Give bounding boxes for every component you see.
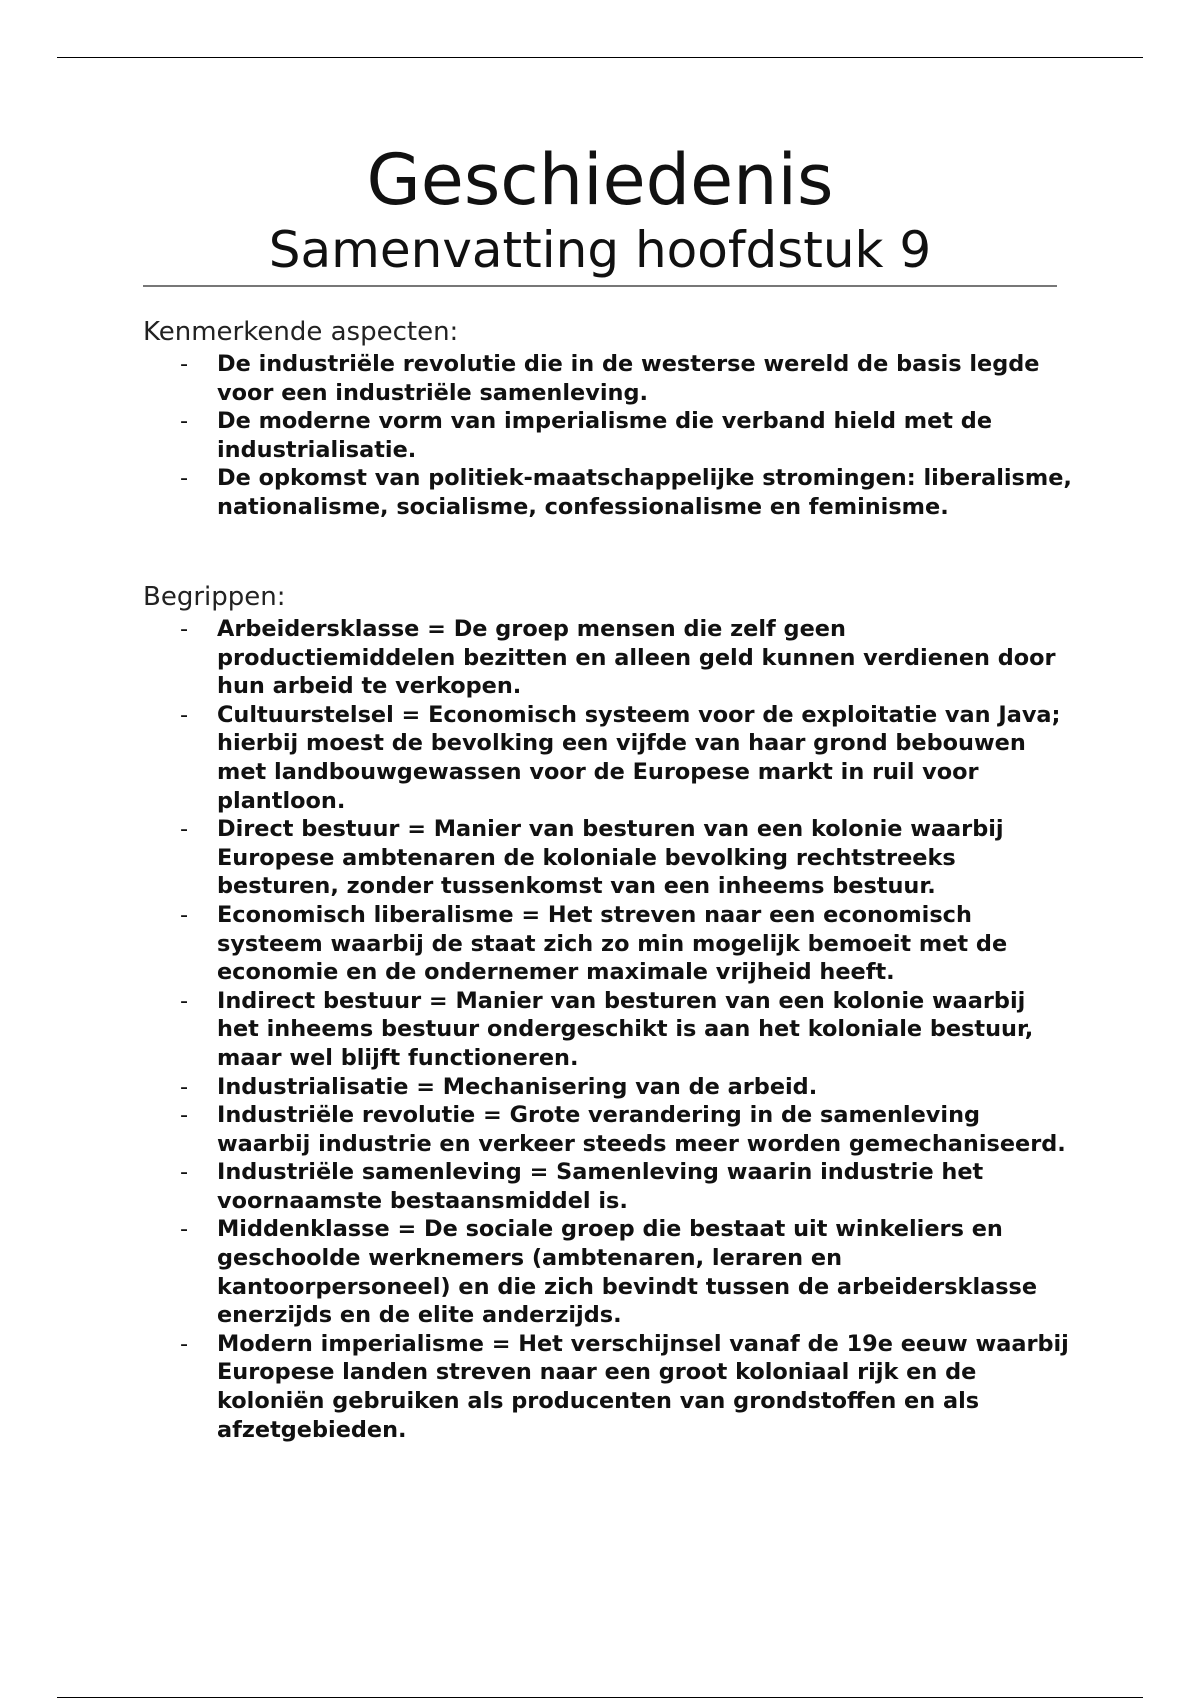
bullet-dash: - — [180, 1159, 189, 1186]
title-divider — [143, 285, 1057, 287]
concepts-heading: Begrippen: — [143, 582, 286, 612]
item-text: Industriële revolutie = Grote verandering in de samenleving waarbij industrie en verkeer steeds meer worden gemechaniseerd. — [217, 1102, 1066, 1157]
list-item — [143, 1330, 1073, 1444]
title-block — [0, 140, 1200, 280]
item-text: Industriële samenleving = Samenleving waarin industrie het voornaamste bestaansmiddel is. — [217, 1159, 984, 1214]
item-text: Indirect bestuur = Manier van besturen van een kolonie waarbij het inheems bestuur ondergeschikt is aan het koloniale bestuur, maar wel blijft functioneren. — [217, 987, 1034, 1071]
bullet-dash: - — [180, 351, 189, 377]
list-item — [143, 1073, 1073, 1102]
bullet-dash: - — [180, 408, 189, 435]
document-subtitle: Samenvatting hoofdstuk 9 — [268, 221, 932, 279]
item-text: Middenklasse = De sociale groep die bestaat uit winkeliers en geschoolde werknemers (ambtenaren, leraren en kantoorpersoneel) en die zich bevindt tussen de arbeidersklasse enerzijds en de elite anderzijds. — [217, 1216, 1038, 1329]
page-top-rule — [57, 57, 1143, 58]
list-item — [143, 1215, 1073, 1329]
list-item — [143, 407, 1073, 464]
aspects-heading: Kenmerkende aspecten: — [143, 317, 459, 347]
page-bottom-rule — [57, 1697, 1143, 1698]
list-item — [143, 615, 1073, 701]
bullet-dash: - — [180, 816, 189, 843]
item-text: De industriële revolutie die in de westerse wereld de basis legde voor een industriële samenleving. — [217, 351, 1040, 406]
bullet-dash: - — [180, 616, 189, 642]
bullet-dash: - — [180, 701, 189, 728]
item-text: De moderne vorm van imperialisme die verband hield met de industrialisatie. — [217, 408, 993, 463]
aspects-section — [143, 316, 1073, 522]
item-text: De opkomst van politiek-maatschappelijke stromingen: liberalisme, nationalisme, socialisme, confessionalisme en feminisme. — [217, 465, 1072, 520]
item-text: Direct bestuur = Manier van besturen van een kolonie waarbij Europese ambtenaren de koloniale bevolking rechtstreeks besturen, zonder tussenkomst van een inheems bestuur. — [217, 816, 1004, 900]
item-text: Arbeidersklasse = De groep mensen die zelf geen productiemiddelen bezitten en alleen geld kunnen verdienen door hun arbeid te verkopen. — [217, 616, 1056, 700]
list-item — [143, 901, 1073, 987]
list-item — [143, 987, 1073, 1073]
list-item — [143, 464, 1073, 521]
concepts-section — [143, 581, 1073, 1444]
list-item — [143, 350, 1073, 407]
bullet-dash: - — [180, 465, 189, 492]
bullet-dash: - — [180, 901, 189, 928]
item-text: Cultuurstelsel = Economisch systeem voor de exploitatie van Java; hierbij moest de bevolking een vijfde van haar grond bebouwen met landbouwgewassen voor de Europese markt in ruil voor plantloon. — [217, 701, 1061, 814]
item-text: Modern imperialisme = Het verschijnsel vanaf de 19e eeuw waarbij Europese landen streven naar een groot koloniaal rijk en de koloniën gebruiken als producenten van grondstoffen en als afzetgebieden. — [217, 1330, 1069, 1443]
bullet-dash: - — [180, 1330, 189, 1357]
bullet-dash: - — [180, 1102, 189, 1129]
list-item — [143, 701, 1073, 815]
item-text: Economisch liberalisme = Het streven naar een economisch systeem waarbij de staat zich zo min mogelijk bemoeit met de economie en de ondernemer maximale vrijheid heeft. — [217, 901, 1008, 986]
bullet-dash: - — [180, 1216, 189, 1243]
list-item — [143, 1158, 1073, 1215]
bullet-dash: - — [180, 1073, 189, 1100]
bullet-dash: - — [180, 987, 189, 1014]
document-title: Geschiedenis — [366, 139, 834, 221]
list-item — [143, 1101, 1073, 1158]
list-item — [143, 815, 1073, 901]
item-text: Industrialisatie = Mechanisering van de arbeid. — [217, 1073, 818, 1100]
aspects-list — [143, 350, 1073, 522]
concepts-list — [143, 615, 1073, 1444]
